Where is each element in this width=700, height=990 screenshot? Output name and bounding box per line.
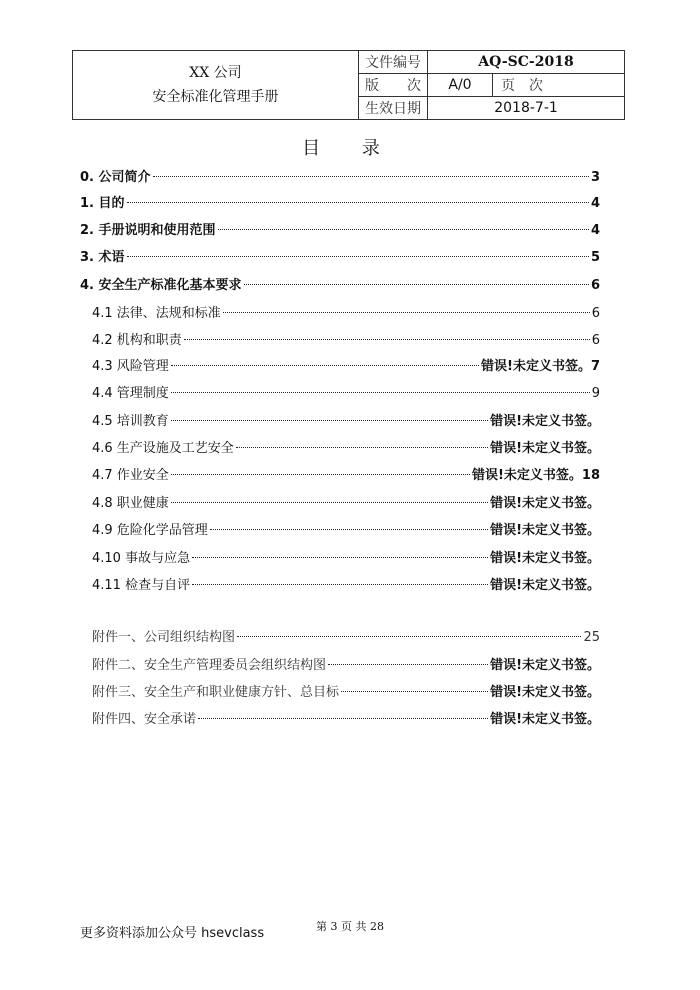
toc-subentry[interactable] [92, 521, 600, 541]
manual-title: 安全标准化管理手册 [152, 89, 279, 105]
toc-entry-page: 6 [591, 333, 600, 348]
toc-entry-page: 9 [591, 386, 600, 401]
toc-subentry[interactable] [92, 412, 600, 432]
leader-dots [198, 718, 488, 719]
leader-dots [237, 636, 581, 637]
toc-entry-page: 错误!未定义书签。 [490, 523, 600, 538]
leader-dots [192, 584, 488, 585]
toc-entry-page: 6 [591, 306, 600, 321]
toc-entry-page: 错误!未定义书签。 [490, 551, 600, 566]
leader-dots [171, 420, 488, 421]
leader-dots [328, 664, 488, 665]
version-label: 版 次 [359, 74, 428, 97]
appendix-entry-label: 附件三、安全生产和职业健康方针、总目标 [92, 685, 340, 700]
leader-dots [153, 176, 589, 177]
toc-entry-page: 6 [590, 278, 600, 293]
leader-dots [171, 392, 590, 393]
toc-entry-page: 错误!未定义书签。 [490, 441, 600, 456]
appendix-entry[interactable] [92, 710, 600, 730]
toc-subentry[interactable] [92, 384, 600, 404]
toc-entry-label: 4.6 生产设施及工艺安全 [92, 441, 234, 456]
toc-subentry[interactable] [92, 357, 600, 377]
toc-entry-label: 4.9 危险化学品管理 [92, 523, 208, 538]
company-name: XX 公司 [189, 65, 242, 81]
company-title-cell [73, 51, 359, 120]
leader-dots [218, 229, 589, 230]
toc-entry-label: 1. 目的 [80, 196, 125, 211]
toc-entry-label: 4.4 管理制度 [92, 386, 169, 401]
toc-subentry[interactable] [92, 439, 600, 459]
leader-dots [171, 365, 479, 366]
leader-dots [171, 502, 488, 503]
leader-dots [236, 447, 488, 448]
leader-dots [127, 202, 589, 203]
toc-entry-page: 5 [590, 250, 600, 265]
effective-date-label: 生效日期 [359, 97, 428, 120]
toc-entry-page: 错误!未定义书签。 [490, 414, 600, 429]
page-cell [493, 74, 625, 97]
leader-dots [192, 557, 488, 558]
toc-subentry[interactable] [92, 304, 600, 324]
appendix-entry[interactable] [92, 628, 600, 648]
toc-entry[interactable] [80, 168, 600, 188]
toc-entry-page: 错误!未定义书签。18 [471, 468, 600, 483]
leader-dots [244, 284, 589, 285]
footer-page-info: 第 3 页 共 28 [316, 920, 384, 933]
page-label: 页 次 [501, 78, 543, 94]
appendix-entry[interactable] [92, 656, 600, 676]
version-value [428, 74, 493, 97]
toc-entry[interactable] [80, 194, 600, 214]
toc-entry[interactable] [80, 248, 600, 268]
appendix-entry[interactable] [92, 683, 600, 703]
leader-dots [210, 529, 488, 530]
appendix-entry-label: 附件一、公司组织结构图 [92, 630, 236, 645]
toc-entry-label: 4.10 事故与应急 [92, 551, 191, 566]
leader-dots [127, 256, 589, 257]
doc-no-value: AQ-SC-2018 [428, 51, 625, 74]
toc-entry-label: 4. 安全生产标准化基本要求 [80, 278, 242, 293]
toc-entry-page: 4 [590, 223, 600, 238]
appendix-entry-page: 错误!未定义书签。 [490, 685, 600, 700]
toc-entry-label: 4.8 职业健康 [92, 496, 169, 511]
toc-entry[interactable] [80, 221, 600, 241]
toc-subentry[interactable] [92, 331, 600, 351]
toc-entry-label: 0. 公司简介 [80, 170, 151, 185]
effective-date-value: 2018-7-1 [428, 97, 625, 120]
toc-entry-label: 4.11 检查与自评 [92, 578, 191, 593]
toc-subentry[interactable] [92, 494, 600, 514]
toc-entry-page: 错误!未定义书签。7 [481, 359, 600, 374]
appendix-entry-page: 25 [583, 630, 600, 645]
toc-entry-label: 4.1 法律、法规和标准 [92, 306, 221, 321]
toc-entry-page: 错误!未定义书签。 [490, 578, 600, 593]
toc-entry-page: 3 [590, 170, 600, 185]
footer-promo-text: 更多资料添加公众号 hsevclass [80, 926, 265, 941]
document-header-table [72, 50, 625, 120]
appendix-entry-page: 错误!未定义书签。 [490, 658, 600, 673]
toc-entry-label: 4.2 机构和职责 [92, 333, 182, 348]
appendix-entry-label: 附件二、安全生产管理委员会组织结构图 [92, 658, 327, 673]
toc-subentry[interactable] [92, 576, 600, 596]
toc-entry-page: 错误!未定义书签。 [490, 496, 600, 511]
toc-entry-label: 4.7 作业安全 [92, 468, 169, 483]
doc-no-label: 文件编号 [359, 51, 428, 74]
appendix-entry-page: 错误!未定义书签。 [490, 712, 600, 727]
appendix-entry-label: 附件四、安全承诺 [92, 712, 197, 727]
leader-dots [171, 474, 470, 475]
leader-dots [223, 312, 590, 313]
toc-entry-label: 3. 术语 [80, 250, 125, 265]
toc-entry[interactable] [80, 276, 600, 296]
leader-dots [341, 691, 488, 692]
toc-entry-page: 4 [590, 196, 600, 211]
toc-subentry[interactable] [92, 466, 600, 486]
leader-dots [184, 339, 590, 340]
toc-entry-label: 4.5 培训教育 [92, 414, 169, 429]
toc-entry-label: 2. 手册说明和使用范围 [80, 223, 216, 238]
version-value-text: A/0 [448, 77, 472, 93]
toc-entry-label: 4.3 风险管理 [92, 359, 169, 374]
toc-title: 目 录 [302, 138, 398, 159]
toc-subentry[interactable] [92, 549, 600, 569]
